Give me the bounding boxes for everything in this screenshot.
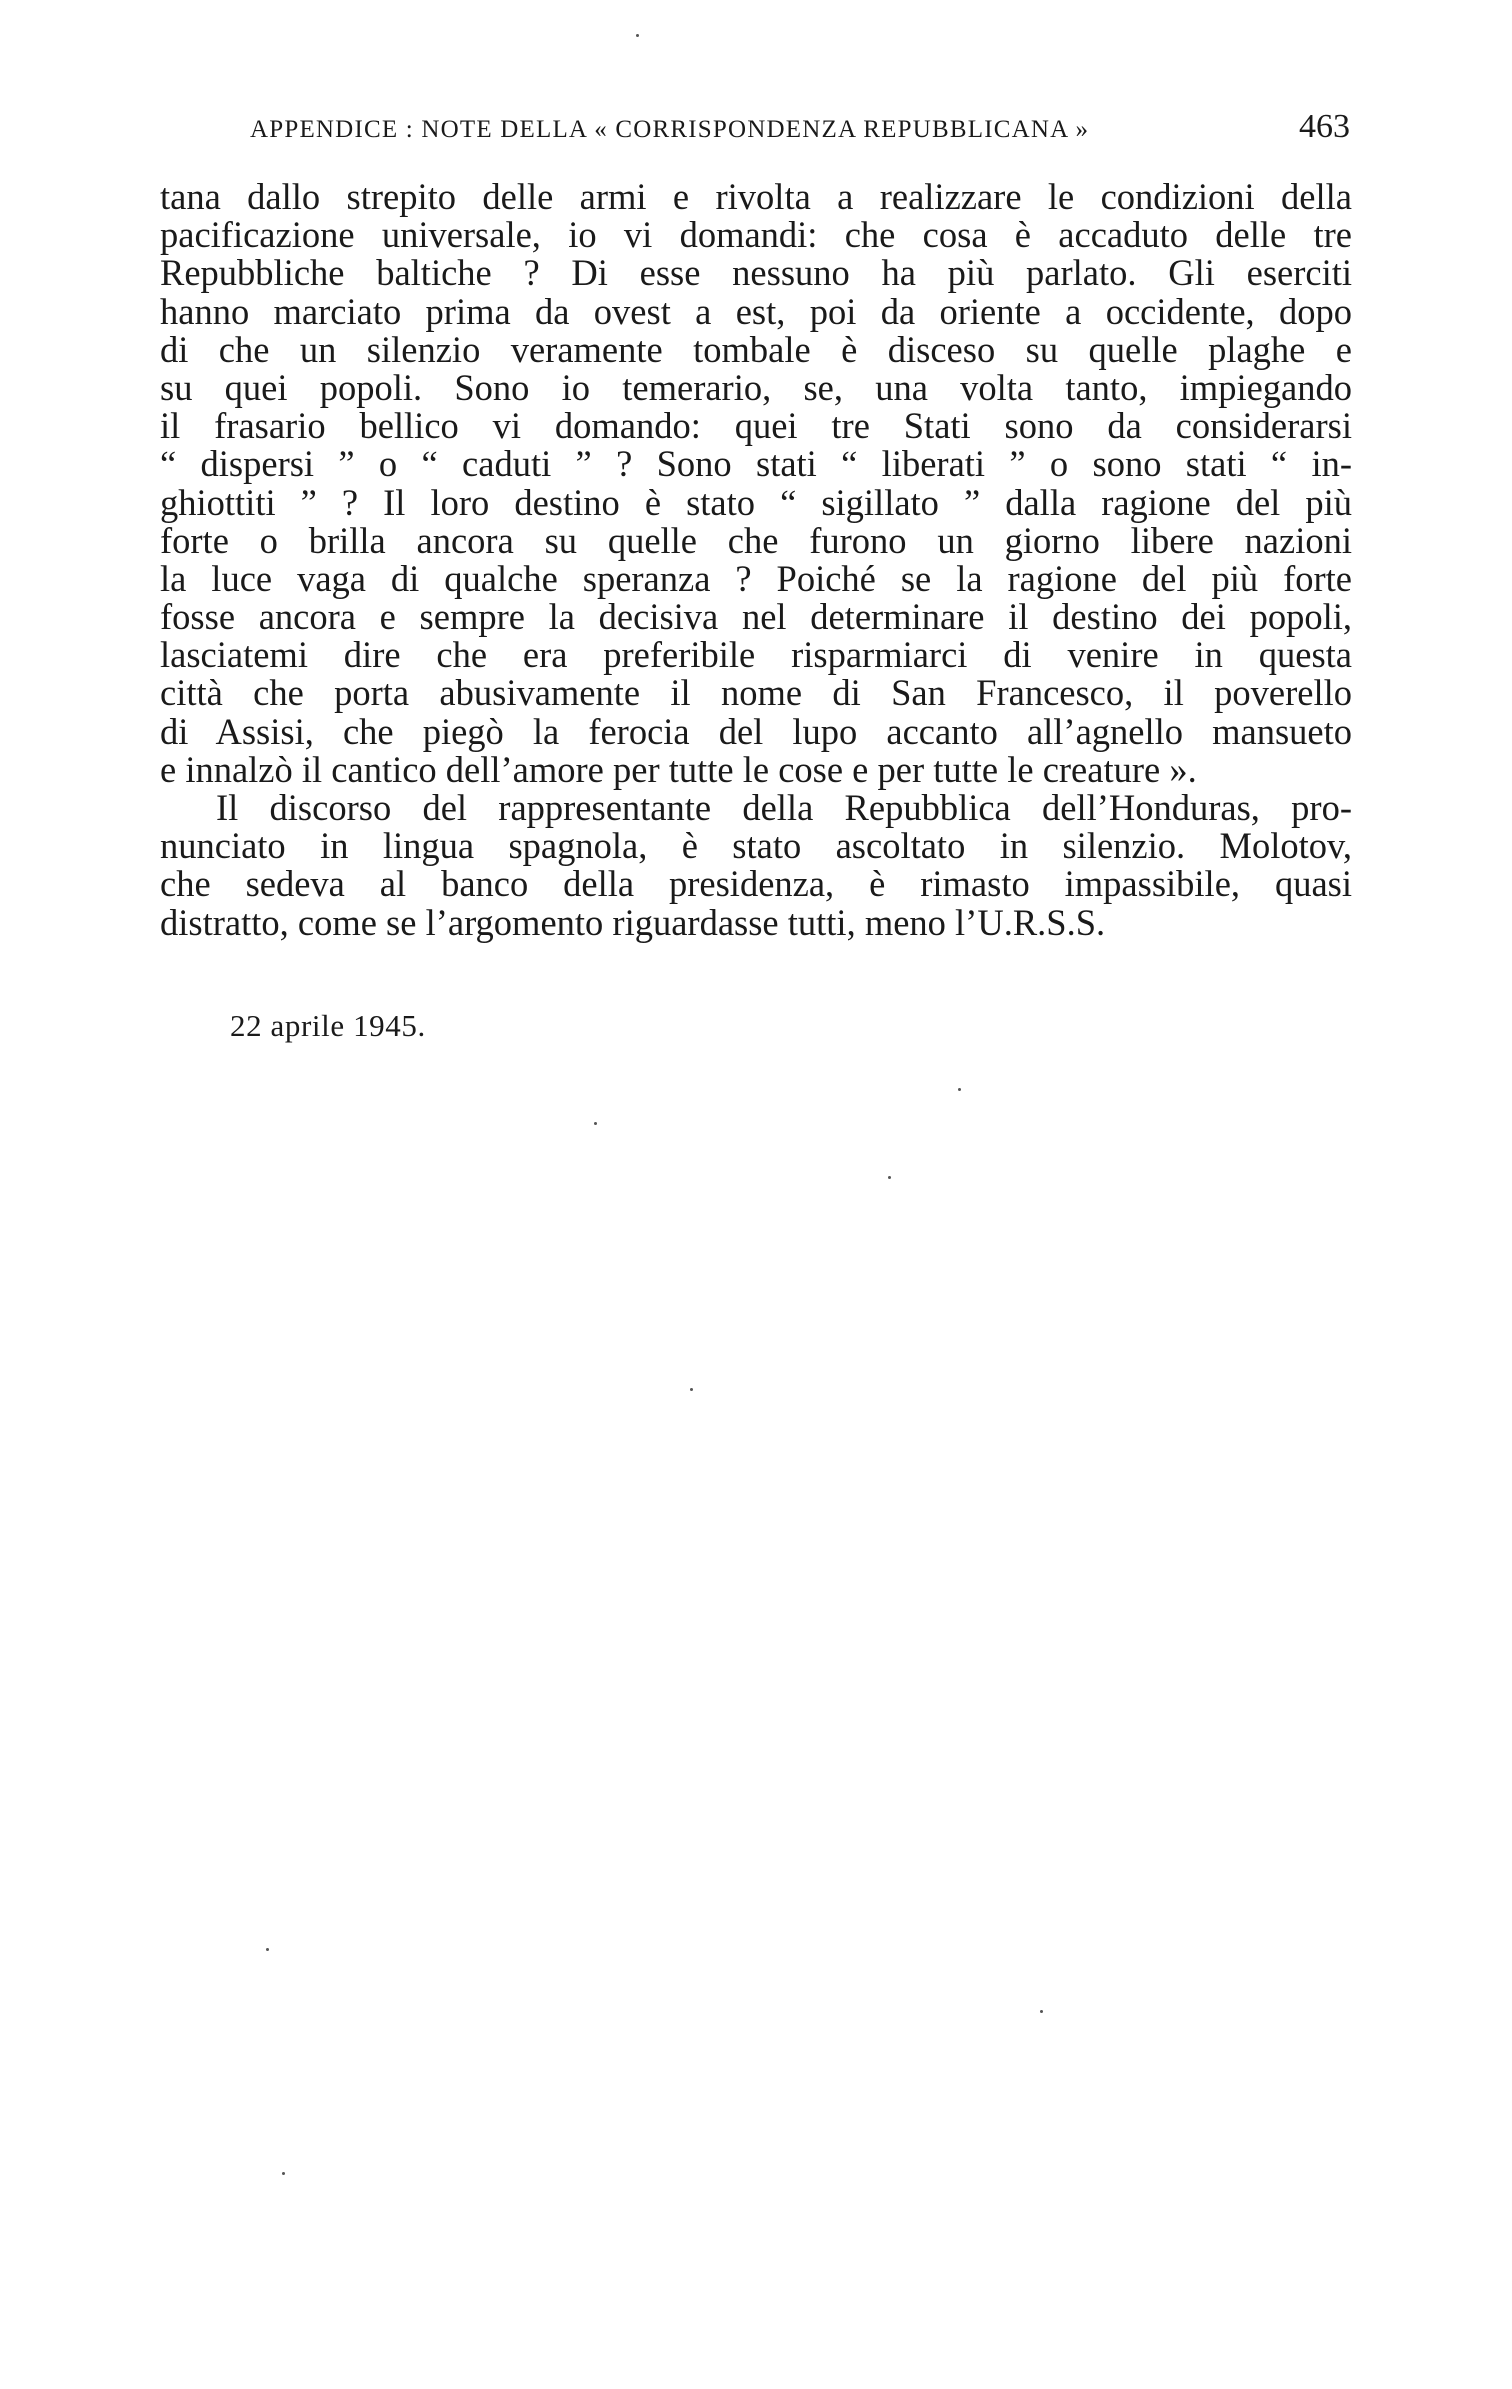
- text-line: la luce vaga di qualche speranza ? Poiché se la ragione del più forte: [160, 557, 1352, 599]
- text-line: forte o brilla ancora su quelle che furono un giorno libere nazioni: [160, 519, 1352, 561]
- running-header: [250, 108, 1350, 152]
- dateline: 22 aprile 1945.: [230, 1008, 426, 1043]
- text-line: e innalzò il cantico dell’amore per tutte le cose e per tutte le creature ».: [160, 748, 1197, 790]
- scan-speck: [958, 1088, 961, 1091]
- scan-speck: [282, 2172, 285, 2175]
- text-line: hanno marciato prima da ovest a est, poi da oriente a occidente, dopo: [160, 290, 1352, 332]
- scan-speck: [1040, 2010, 1043, 2013]
- body-text: [160, 178, 1352, 942]
- text-line: pacificazione universale, io vi domandi: che cosa è accaduto delle tre: [160, 214, 1352, 256]
- text-line: tana dallo strepito delle armi e rivolta a realizzare le condizioni della: [160, 176, 1352, 217]
- scan-speck: [690, 1388, 693, 1391]
- text-line: di Assisi, che piegò la ferocia del lupo accanto all’agnello mansueto: [160, 710, 1352, 752]
- text-line: nunciato in lingua spagnola, è stato ascoltato in silenzio. Molotov,: [160, 825, 1352, 867]
- running-title: APPENDICE : NOTE DELLA « CORRISPONDENZA REPUBBLICANA »: [250, 116, 1090, 143]
- text-line: su quei popoli. Sono io temerario, se, una volta tanto, impiegando: [160, 366, 1352, 408]
- text-line: lasciatemi dire che era preferibile risparmiarci di venire in questa: [160, 634, 1352, 676]
- scan-speck: [594, 1122, 597, 1125]
- page-number: 463: [1299, 108, 1350, 145]
- text-line: fosse ancora e sempre la decisiva nel determinare il destino dei popoli,: [160, 596, 1352, 638]
- text-line: di che un silenzio veramente tombale è disceso su quelle plaghe e: [160, 328, 1352, 370]
- text-line: Repubbliche baltiche ? Di esse nessuno ha più parlato. Gli eserciti: [160, 252, 1352, 294]
- text-line: ghiottiti ” ? Il loro destino è stato “ sigillato ” dalla ragione del più: [160, 481, 1352, 523]
- scan-speck: [266, 1948, 269, 1951]
- text-line: “ dispersi ” o “ caduti ” ? Sono stati “ liberati ” o sono stati “ in-: [160, 443, 1352, 485]
- paragraph: [160, 178, 1352, 789]
- paragraph: [160, 789, 1352, 942]
- text-line: il frasario bellico vi domando: quei tre Stati sono da considerarsi: [160, 405, 1352, 447]
- text-line: città che porta abusivamente il nome di San Francesco, il poverello: [160, 672, 1352, 714]
- text-line: distratto, come se l’argomento riguardasse tutti, meno l’U.R.S.S.: [160, 901, 1106, 943]
- scan-speck: [636, 34, 639, 37]
- scan-speck: [888, 1176, 891, 1179]
- text-line: Il discorso del rappresentante della Repubblica dell’Honduras, pro-: [216, 787, 1352, 828]
- text-line: che sedeva al banco della presidenza, è rimasto impassibile, quasi: [160, 863, 1352, 905]
